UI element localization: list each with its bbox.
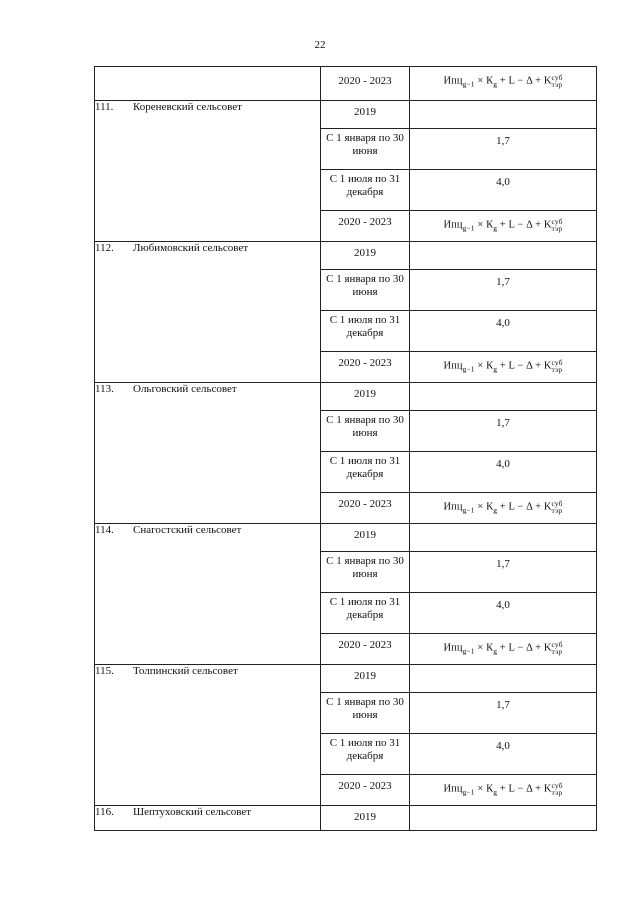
value-cell — [410, 129, 597, 170]
value-cell — [410, 524, 597, 552]
formula-rest: + L − Δ + — [497, 75, 544, 87]
period-text: 2019 — [354, 388, 376, 400]
period-text: 2020 - 2023 — [338, 780, 392, 792]
tariff-table — [94, 66, 597, 831]
formula-text — [410, 775, 596, 799]
period-cell — [321, 524, 410, 552]
period-text: 2019 — [354, 529, 376, 541]
value-text: 4,0 — [496, 317, 510, 329]
formula-kter: K — [543, 501, 552, 513]
table-row — [95, 242, 597, 270]
district-cell — [95, 383, 321, 524]
formula-k-sub: g — [493, 505, 498, 515]
period-text: 2020 - 2023 — [338, 216, 392, 228]
period-text: 2020 - 2023 — [338, 498, 392, 510]
formula-cell — [410, 67, 597, 101]
formula-kter: K — [543, 219, 552, 231]
formula-kter: K — [543, 75, 552, 87]
period-text: 2020 - 2023 — [338, 75, 392, 87]
formula-text — [410, 67, 596, 91]
district-cell — [95, 101, 321, 242]
formula-kter-scripts — [552, 359, 563, 373]
value-cell — [410, 383, 597, 411]
period-text: 2020 - 2023 — [338, 639, 392, 651]
period-cell — [321, 270, 410, 311]
period-cell — [321, 170, 410, 211]
district-cell — [95, 806, 321, 831]
formula-kter-scripts — [552, 782, 563, 796]
value-text: 1,7 — [496, 699, 510, 711]
period-text: 2020 - 2023 — [338, 357, 392, 369]
table-row — [95, 101, 597, 129]
table-body — [95, 67, 597, 831]
value-cell — [410, 693, 597, 734]
period-cell — [321, 452, 410, 493]
value-text: 4,0 — [496, 176, 510, 188]
formula-kter-sup: суб — [551, 781, 563, 790]
district-name: Кореневский сельсовет — [133, 101, 242, 113]
value-cell — [410, 452, 597, 493]
formula-kter-sup: суб — [551, 499, 563, 508]
period-cell — [321, 552, 410, 593]
period-text: С 1 января по 30 июня — [326, 696, 404, 721]
formula-kter: K — [543, 360, 552, 372]
formula-text — [410, 211, 596, 235]
district-number: 114. — [95, 524, 114, 536]
district-name: Снагостский сельсовет — [133, 524, 242, 536]
formula-kter-scripts — [552, 641, 563, 655]
formula-ipc: Ипц — [443, 219, 463, 231]
district-cell-empty — [95, 67, 321, 101]
district-number: 112. — [95, 242, 114, 254]
formula-k: К — [486, 783, 494, 795]
formula-rest: + L − Δ + — [497, 360, 544, 372]
formula-k: К — [486, 360, 494, 372]
period-cell — [321, 242, 410, 270]
table-row — [95, 383, 597, 411]
period-text: 2019 — [354, 811, 376, 823]
formula-ipc-sub: g−1 — [462, 646, 475, 656]
formula-ipc-sub: g−1 — [462, 79, 475, 89]
period-text: С 1 июля по 31 декабря — [329, 737, 401, 762]
formula-k-sub: g — [493, 79, 498, 89]
formula-ipc-sub: g−1 — [462, 787, 475, 797]
district-cell — [95, 665, 321, 806]
period-cell — [321, 129, 410, 170]
value-cell — [410, 593, 597, 634]
period-text: С 1 июля по 31 декабря — [329, 455, 401, 480]
formula-k-sub: g — [493, 223, 498, 233]
value-cell — [410, 411, 597, 452]
formula-times: × — [474, 783, 487, 795]
period-cell — [321, 67, 410, 101]
table-row — [95, 806, 597, 831]
formula-rest: + L − Δ + — [497, 501, 544, 513]
formula-kter-sub: тэр — [551, 80, 563, 89]
district-number: 115. — [95, 665, 114, 677]
formula-text — [410, 634, 596, 658]
district-cell — [95, 524, 321, 665]
formula-kter-scripts — [552, 500, 563, 514]
formula-times: × — [474, 219, 487, 231]
district-name: Любимовский сельсовет — [133, 242, 249, 254]
formula-times: × — [474, 75, 487, 87]
value-cell — [410, 734, 597, 775]
period-text: 2019 — [354, 247, 376, 259]
period-cell — [321, 693, 410, 734]
formula-k-sub: g — [493, 646, 498, 656]
formula-ipc: Ипц — [443, 642, 463, 654]
value-text: 1,7 — [496, 417, 510, 429]
formula-text — [410, 493, 596, 517]
value-cell — [410, 211, 597, 242]
value-text: 4,0 — [496, 458, 510, 470]
formula-kter-sub: тэр — [551, 647, 563, 656]
formula-rest: + L − Δ + — [497, 219, 544, 231]
period-text: 2019 — [354, 670, 376, 682]
district-number: 116. — [95, 806, 114, 818]
period-text: 2019 — [354, 106, 376, 118]
formula-kter-sub: тэр — [551, 788, 563, 797]
period-text: С 1 июля по 31 декабря — [329, 173, 401, 198]
formula-ipc: Ипц — [443, 501, 463, 513]
period-cell — [321, 352, 410, 383]
value-cell — [410, 665, 597, 693]
formula-kter-scripts — [552, 74, 563, 88]
formula-k: К — [486, 75, 494, 87]
formula-ipc: Ипц — [443, 783, 463, 795]
formula-ipc-sub: g−1 — [462, 364, 475, 374]
formula-kter-sub: тэр — [551, 506, 563, 515]
district-name: Толпинский сельсовет — [133, 665, 238, 677]
value-cell — [410, 352, 597, 383]
formula-k: К — [486, 219, 494, 231]
formula-rest: + L − Δ + — [497, 783, 544, 795]
value-text: 1,7 — [496, 135, 510, 147]
formula-kter-sub: тэр — [551, 365, 563, 374]
district-cell — [95, 242, 321, 383]
period-text: С 1 июля по 31 декабря — [329, 596, 401, 621]
value-cell — [410, 806, 597, 831]
period-cell — [321, 593, 410, 634]
period-cell — [321, 383, 410, 411]
formula-k-sub: g — [493, 364, 498, 374]
period-text: С 1 января по 30 июня — [326, 132, 404, 157]
district-name: Ольговский сельсовет — [133, 383, 237, 395]
value-cell — [410, 170, 597, 211]
period-text: С 1 июля по 31 декабря — [329, 314, 401, 339]
value-cell — [410, 270, 597, 311]
value-cell — [410, 242, 597, 270]
value-cell — [410, 311, 597, 352]
formula-kter: K — [543, 642, 552, 654]
value-cell — [410, 101, 597, 129]
formula-text — [410, 352, 596, 376]
table-row — [95, 665, 597, 693]
district-number: 113. — [95, 383, 114, 395]
formula-kter-sup: суб — [551, 217, 563, 226]
value-cell — [410, 775, 597, 806]
formula-k-sub: g — [493, 787, 498, 797]
formula-kter-sup: суб — [551, 358, 563, 367]
period-cell — [321, 665, 410, 693]
value-cell — [410, 634, 597, 665]
period-cell — [321, 211, 410, 242]
period-cell — [321, 806, 410, 831]
value-text: 4,0 — [496, 740, 510, 752]
district-number: 111. — [95, 101, 114, 113]
period-cell — [321, 411, 410, 452]
formula-ipc: Ипц — [443, 75, 463, 87]
district-name: Шептуховский сельсовет — [133, 806, 252, 818]
formula-kter-scripts — [552, 218, 563, 232]
formula-times: × — [474, 501, 487, 513]
table-row — [95, 67, 597, 101]
period-cell — [321, 634, 410, 665]
formula-times: × — [474, 642, 487, 654]
formula-ipc-sub: g−1 — [462, 505, 475, 515]
formula-k: К — [486, 501, 494, 513]
period-cell — [321, 311, 410, 352]
formula-ipc: Ипц — [443, 360, 463, 372]
table-row — [95, 524, 597, 552]
formula-kter-sup: суб — [551, 73, 563, 82]
value-cell — [410, 493, 597, 524]
formula-ipc-sub: g−1 — [462, 223, 475, 233]
formula-kter-sup: суб — [551, 640, 563, 649]
period-cell — [321, 734, 410, 775]
period-text: С 1 января по 30 июня — [326, 273, 404, 298]
formula-kter-sub: тэр — [551, 224, 563, 233]
value-cell — [410, 552, 597, 593]
value-text: 1,7 — [496, 558, 510, 570]
period-text: С 1 января по 30 июня — [326, 555, 404, 580]
formula-times: × — [474, 360, 487, 372]
formula-rest: + L − Δ + — [497, 642, 544, 654]
formula-k: К — [486, 642, 494, 654]
period-cell — [321, 775, 410, 806]
value-text: 4,0 — [496, 599, 510, 611]
page-number: 22 — [314, 39, 326, 51]
period-cell — [321, 101, 410, 129]
period-text: С 1 января по 30 июня — [326, 414, 404, 439]
value-text: 1,7 — [496, 276, 510, 288]
formula-kter: K — [543, 783, 552, 795]
period-cell — [321, 493, 410, 524]
